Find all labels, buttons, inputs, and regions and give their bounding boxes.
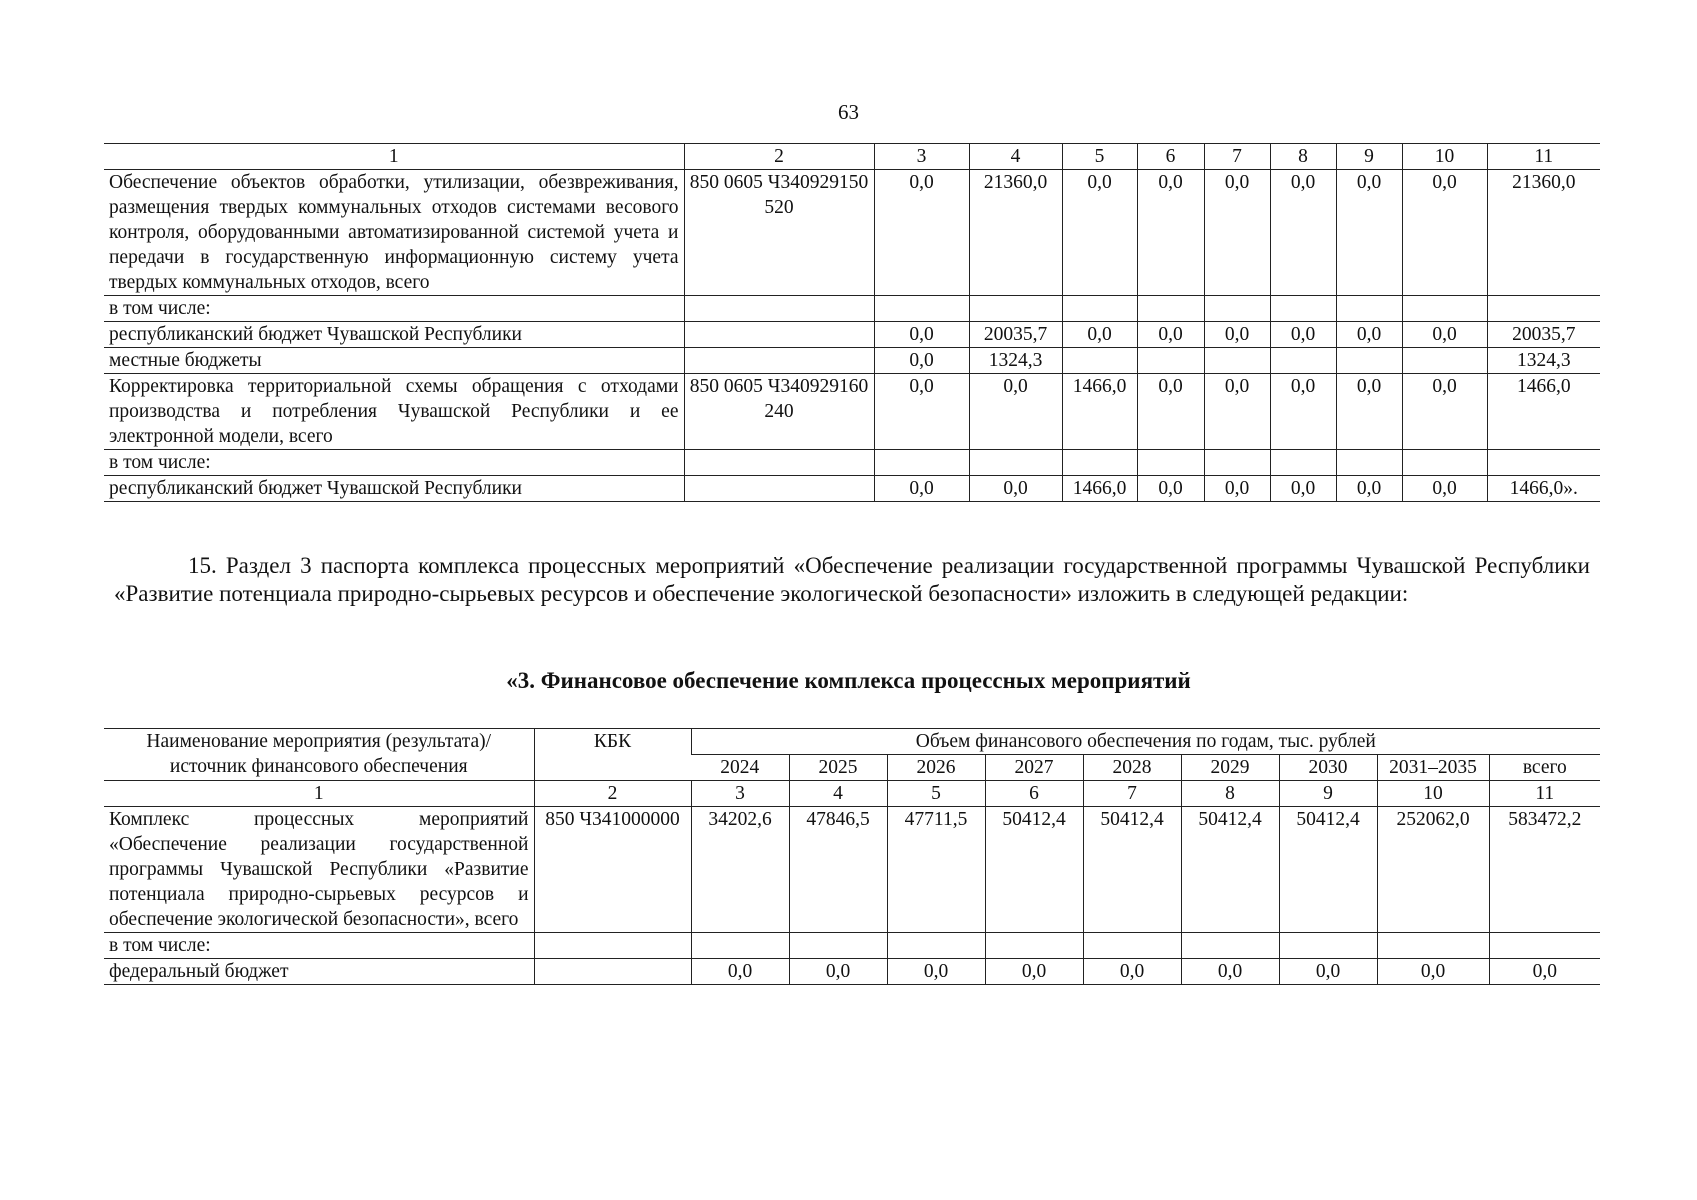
row-value: 0,0 [1336,374,1402,450]
row-value: 0,0 [1279,959,1377,985]
column-number: 3 [691,781,789,807]
row-name: Корректировка территориальной схемы обращения с отходами производства и потребления Чувашской Республики и ее электронной модели, всего [104,374,684,450]
row-code: 850 Ч341000000 [534,807,691,933]
column-number: 10 [1402,144,1487,170]
row-value: 0,0 [1137,476,1204,502]
row-code [684,322,874,348]
row-value: 0,0 [1181,959,1279,985]
table-row [104,476,1600,502]
table-row [104,374,1600,450]
row-name: федеральный бюджет [104,959,534,985]
row-value [1204,296,1270,322]
column-number: 2 [534,781,691,807]
row-value [969,450,1062,476]
header-name: Наименование мероприятия (результата)/источник финансового обеспечения [104,729,534,781]
row-value [1062,296,1137,322]
row-code [684,348,874,374]
header-kbk: КБК [534,729,691,781]
table-row [104,807,1600,933]
row-value: 0,0 [1137,322,1204,348]
row-value: 34202,6 [691,807,789,933]
row-value [1270,296,1336,322]
row-value: 0,0 [1402,170,1487,296]
column-number: 4 [789,781,887,807]
row-value: 1466,0 [1062,476,1137,502]
column-number: 9 [1279,781,1377,807]
column-number: 5 [887,781,985,807]
row-value: 0,0 [1402,476,1487,502]
row-value: 50412,4 [1181,807,1279,933]
row-value: 21360,0 [969,170,1062,296]
header-year: 2031–2035 [1377,755,1489,781]
column-number: 8 [1270,144,1336,170]
header-year: 2028 [1083,755,1181,781]
column-number: 4 [969,144,1062,170]
row-code [534,933,691,959]
column-number: 11 [1489,781,1600,807]
column-number: 8 [1181,781,1279,807]
row-value: 47846,5 [789,807,887,933]
column-number: 3 [874,144,969,170]
row-value: 252062,0 [1377,807,1489,933]
header-year: 2029 [1181,755,1279,781]
row-value [1137,450,1204,476]
row-value [1487,450,1600,476]
row-code [684,450,874,476]
row-value [1336,348,1402,374]
row-value: 0,0 [1270,322,1336,348]
row-value [1279,933,1377,959]
row-value: 0,0 [1204,322,1270,348]
row-value: 0,0 [1204,476,1270,502]
row-value: 0,0 [969,374,1062,450]
row-value: 0,0 [1137,170,1204,296]
header-year: 2027 [985,755,1083,781]
row-value: 0,0 [1402,374,1487,450]
row-value [1062,348,1137,374]
row-name: местные бюджеты [104,348,684,374]
row-value: 0,0 [1083,959,1181,985]
page-number: 63 [838,100,859,124]
row-value: 0,0 [1137,374,1204,450]
row-value: 0,0 [1402,322,1487,348]
row-value [1137,348,1204,374]
row-value: 0,0 [1204,170,1270,296]
row-value [1402,296,1487,322]
row-value [887,933,985,959]
row-value [1204,348,1270,374]
row-value [1204,450,1270,476]
row-value [985,933,1083,959]
row-value: 583472,2 [1489,807,1600,933]
row-value: 1466,0 [1062,374,1137,450]
row-value [1062,450,1137,476]
row-value [874,296,969,322]
row-name: республиканский бюджет Чувашской Республики [104,322,684,348]
row-value: 0,0 [789,959,887,985]
header-volume: Объем финансового обеспечения по годам, тыс. рублей [691,729,1600,755]
column-number: 9 [1336,144,1402,170]
table-row [104,322,1600,348]
table-row [104,296,1600,322]
column-number: 10 [1377,781,1489,807]
column-number: 7 [1083,781,1181,807]
row-value: 20035,7 [1487,322,1600,348]
row-value: 0,0 [874,348,969,374]
row-value: 0,0 [1062,170,1137,296]
row-value [1487,296,1600,322]
row-value: 0,0 [1377,959,1489,985]
row-value [789,933,887,959]
amendment-paragraph: 15. Раздел 3 паспорта комплекса процессных мероприятий «Обеспечение реализации государственной программы Чувашской Республики «Развитие потенциала природно-сырьевых ресурсов и обеспечение экологической безопасности» изложить в следующей редакции: [114,553,1590,606]
header-year: всего [1489,755,1600,781]
row-name: Обеспечение объектов обработки, утилизации, обезвреживания, размещения твердых коммунальных отходов системами весового контроля, оборудованными автоматизированной системой учета и передачи в государственную информационную систему учета твердых коммунальных отходов, всего [109,172,679,293]
row-value [1489,933,1600,959]
row-value [1181,933,1279,959]
row-code [684,476,874,502]
row-name: Комплекс процессных мероприятий «Обеспечение реализации государственной программы Чувашской Республики «Развитие потенциала природно-сырьевых ресурсов и обеспечение экологической безопасности», всего [109,809,529,930]
row-value: 0,0 [874,476,969,502]
row-value: 47711,5 [887,807,985,933]
table-row [104,959,1600,985]
row-value [1336,450,1402,476]
header-year: 2025 [789,755,887,781]
row-code [684,296,874,322]
table-row [104,450,1600,476]
row-value: 50412,4 [1083,807,1181,933]
row-name: в том числе: [104,450,684,476]
row-value: 0,0 [1336,322,1402,348]
row-code: 850 0605 Ч340929150 520 [684,170,874,296]
funding-table-continued [104,143,1600,502]
row-value: 0,0 [874,322,969,348]
header-year: 2026 [887,755,985,781]
column-number-row [104,781,1600,807]
section-title: «3. Финансовое обеспечение комплекса процессных мероприятий [506,668,1191,693]
column-number: 1 [104,781,534,807]
row-value: 1324,3 [1487,348,1600,374]
row-value [1270,450,1336,476]
row-value: 0,0 [874,374,969,450]
column-number: 5 [1062,144,1137,170]
row-value [1270,348,1336,374]
row-value: 1324,3 [969,348,1062,374]
row-code: 850 0605 Ч340929160 240 [684,374,874,450]
financial-support-table [104,728,1600,985]
row-value: 0,0 [691,959,789,985]
row-value: 50412,4 [1279,807,1377,933]
row-name: в том числе: [104,933,534,959]
table-row [104,933,1600,959]
row-value: 0,0 [887,959,985,985]
row-value: 0,0 [1336,170,1402,296]
column-number: 2 [684,144,874,170]
row-value [1402,348,1487,374]
row-value [1137,296,1204,322]
row-value: 1466,0 [1487,374,1600,450]
row-value: 0,0 [1489,959,1600,985]
table-row [104,170,1600,296]
row-value [1377,933,1489,959]
row-value: 0,0 [1270,476,1336,502]
row-value [969,296,1062,322]
row-value: 0,0 [1204,374,1270,450]
column-number: 11 [1487,144,1600,170]
row-value [1402,450,1487,476]
column-number: 6 [985,781,1083,807]
row-value: 21360,0 [1487,170,1600,296]
row-value [691,933,789,959]
row-name: в том числе: [104,296,684,322]
table-row [104,348,1600,374]
row-value: 0,0 [1062,322,1137,348]
row-value [1336,296,1402,322]
row-value: 20035,7 [969,322,1062,348]
row-value [1083,933,1181,959]
row-code [534,959,691,985]
row-value: 0,0 [874,170,969,296]
column-number: 6 [1137,144,1204,170]
row-value: 0,0 [1270,374,1336,450]
column-number: 1 [104,144,684,170]
row-name: республиканский бюджет Чувашской Республики [104,476,684,502]
row-value: 1466,0». [1487,476,1600,502]
row-value: 0,0 [985,959,1083,985]
header-year: 2024 [720,757,760,778]
row-value: 0,0 [969,476,1062,502]
header-year: 2030 [1279,755,1377,781]
row-value: 50412,4 [985,807,1083,933]
column-number: 7 [1204,144,1270,170]
column-number-row [104,144,1600,170]
table-header-row [104,729,1600,755]
row-value: 0,0 [1336,476,1402,502]
row-value: 0,0 [1270,170,1336,296]
row-value [874,450,969,476]
